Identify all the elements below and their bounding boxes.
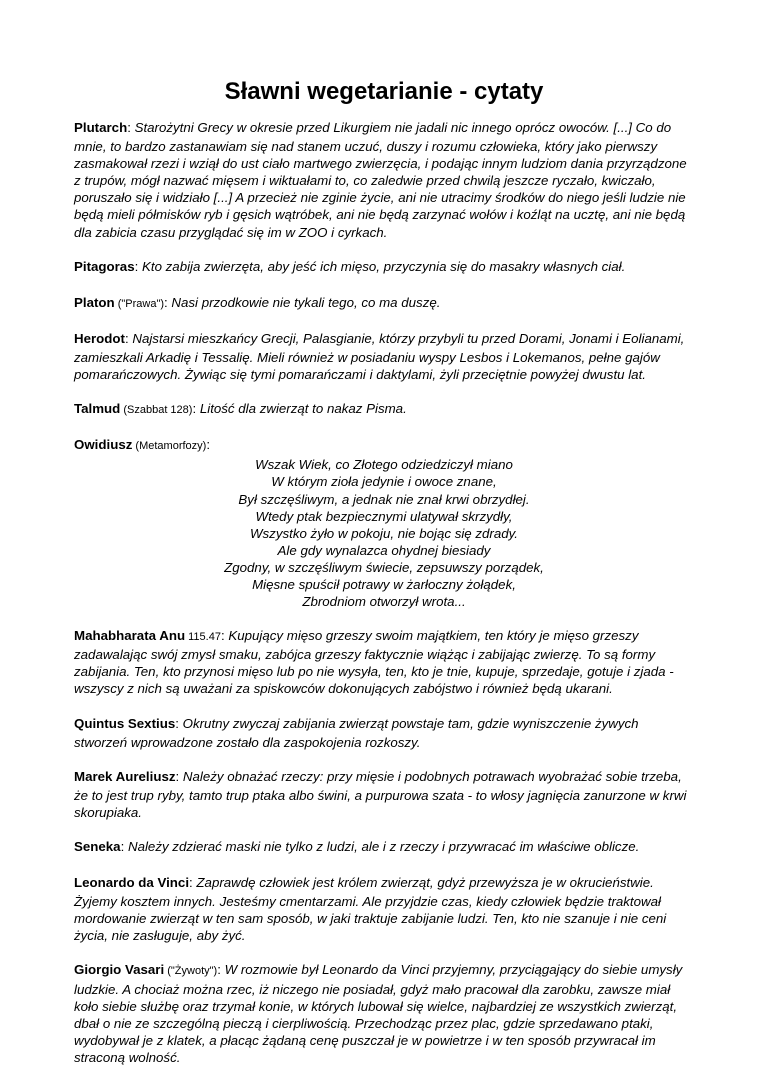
- quote-author: Pitagoras: [74, 258, 135, 274]
- quote-text: Kto zabija zwierzęta, aby jeść ich mięso, przyczynia się do masakry własnych ciał.: [142, 258, 626, 274]
- quote-entry-mahabharata: [74, 627, 694, 697]
- quote-source: ("Prawa"): [114, 297, 165, 310]
- quote-entry-platon: [74, 294, 694, 313]
- quote-author: Talmud: [74, 401, 121, 417]
- quote-entry-herodot: [74, 330, 694, 383]
- quote-author: Platon: [74, 294, 115, 310]
- quote-text: Nasi przodkowie nie tykali tego, co ma duszę.: [171, 294, 441, 310]
- quote-source: (Szabbat 128): [120, 404, 193, 417]
- quote-separator: :: [175, 768, 183, 784]
- poem-block: [74, 456, 694, 610]
- quote-text: Należy zdzierać maski nie tylko z ludzi, ale i z rzeczy i przywracać im właściwe oblicze.: [127, 839, 640, 854]
- poem-line: Wtedy ptak bezpiecznymi ulatywał skrzydły,: [255, 508, 513, 524]
- quote-separator: :: [120, 839, 128, 854]
- quote-author: Owidiusz: [74, 437, 133, 453]
- quote-text: W rozmowie był Leonardo da Vinci przyjemny, przyciągający do siebie umysły ludzkie. A chociaż można rzec, iż niczego nie posiadał, gdyż mało pracował dla zarobku, zawsze miał koło siebie służbę oraz trzymał konie, w których lubował się wielce, najbardziej ze wszystkich zwierząt, dbał o nie ze szczególną pieczą i cierpliwością. Przechodząc przez plac, gdzie sprzedawano ptaki, wydobywał je z klatek, a płacąc żądaną cenę puszczał je w powietrze i w ten sposób przywracał im straconą wolność.: [74, 962, 683, 1065]
- quote-entry-seneka: [74, 838, 694, 857]
- quote-separator: :: [192, 401, 200, 417]
- quote-text: Najstarsi mieszkańcy Grecji, Palasgianie, którzy przybyli tu przed Dorami, Jonami i Eolianami, zamieszkali Arkadię i Tessalię. Mieli również w posiadaniu wyspy Lesbos i Lokemanos, pełne gajów pomarańczowych. Żywiąc się tymi pomarańczami i daktylami, żyli przeciętnie powyżej dwustu lat.: [74, 330, 685, 383]
- quote-separator: :: [189, 875, 197, 891]
- quote-text: Starożytni Grecy w okresie przed Likurgiem nie jadali nic innego oprócz owoców. [...] Co do mnie, to bardzo zastanawiam się nad stanem uczuć, duszy i rozumu człowieka, który jako pierwszy zasmakował rzezi i wziął do ust ciało martwego zwierzęcia, i podając innym ludziom dania przyrządzone z trupów, mógł nazwać mięsem i wiktuałami to, co zaledwie przed chwilą jeszcze ryczało, kwiczało, poruszało się i widziało [...] A przecież nie zginie życie, ani nie utracimy środków do niego jeśli ludzie nie będą mieli półmisków ryb i gęsich wątróbek, ani nie będą zarzynać wołów i koźląt na ucztę, ani nie będą dla zabicia czasu przyglądać się im w ZOO i cyrkach.: [74, 120, 687, 240]
- quote-entry-quintus-sextius: [74, 715, 694, 751]
- quote-separator: :: [134, 258, 142, 274]
- quote-author: Plutarch: [74, 120, 128, 135]
- quote-separator: :: [206, 437, 211, 453]
- poem-line: Był szczęśliwym, a jednak nie znał krwi obrzydłej.: [238, 491, 530, 507]
- quote-entry-vasari: [74, 961, 694, 1066]
- quote-entry-owidiusz: [74, 436, 694, 610]
- quote-author: Giorgio Vasari: [74, 962, 165, 978]
- quote-text: Zaprawdę człowiek jest królem zwierząt, gdyż przewyższa je w okrucieństwie. Żyjemy kosztem innych. Jesteśmy cmentarzami. Ale przyjdzie czas, kiedy człowiek będzie traktował mordowanie zwierząt w ten sam sposób, w jaki traktuje zabijanie ludzi. Ten, kto nie szanuje i nie ceni życia, nie zasługuje, aby żyć.: [74, 875, 667, 944]
- poem-line: Zbrodniom otworzył wrota...: [302, 594, 466, 610]
- poem-line: Mięsne spuścił potrawy w żarłoczny żołądek,: [252, 576, 516, 592]
- quote-separator: :: [164, 294, 172, 310]
- quote-author: Leonardo da Vinci: [74, 875, 190, 891]
- document-title: Sławni wegetarianie - cytaty: [224, 78, 544, 105]
- quote-text: Litość dla zwierząt to nakaz Pisma.: [199, 401, 407, 417]
- quote-author: Quintus Sextius: [74, 715, 176, 731]
- quote-entry-plutarch: [74, 119, 694, 241]
- quote-separator: :: [127, 120, 135, 135]
- quote-entry-marek-aureliusz: [74, 768, 694, 821]
- quote-separator: :: [220, 628, 229, 644]
- quote-entry-pitagoras: [74, 258, 694, 277]
- poem-line: Ale gdy wynalazca ohydnej biesiady: [277, 542, 491, 558]
- quote-separator: :: [175, 715, 183, 731]
- poem-line: W którym zioła jedynie i owoce znane,: [271, 474, 497, 490]
- quote-author: Marek Aureliusz: [74, 768, 176, 784]
- quote-entry-leonardo: [74, 874, 694, 944]
- quote-source: 115.47: [185, 631, 221, 644]
- poem-line: Zgodny, w szczęśliwym świecie, zepsuwszy porządek,: [224, 559, 544, 575]
- quote-text: Okrutny zwyczaj zabijania zwierząt powstaje tam, gdzie wyniszczenie żywych stworzeń wprowadzone zostało dla zaspokojenia rozkoszy.: [74, 715, 639, 750]
- quote-text: Należy obnażać rzeczy: przy mięsie i podobnych potrawach wyobrażać sobie trzeba, że to jest trup ryby, tamto trup ptaka albo świni, a purpurowa szata - to włosy jagnięcia zanurzone w krwi skorupiaka.: [74, 768, 687, 820]
- quote-header: [74, 436, 694, 455]
- poem-line: Wszak Wiek, co Złotego odziedziczył miano: [255, 457, 513, 473]
- quote-author: Seneka: [74, 839, 121, 854]
- quote-source: (Metamorfozy): [132, 440, 207, 453]
- quote-author: Mahabharata Anu: [74, 628, 186, 644]
- quote-entry-talmud: [74, 400, 694, 419]
- quote-separator: :: [217, 962, 225, 978]
- quote-author: Herodot: [74, 330, 125, 346]
- quote-text: Kupujący mięso grzeszy swoim majątkiem, ten który je mięso grzeszy zadawalając swój zmysł smaku, zabójca grzeszy faktycznie wiążąc i zabijając zwierzę. To są formy zabijania. Ten, kto przynosi mięso lub po nie wysyła, ten, kto je tnie, kupuje, sprzedaje, gotuje i zjada - wszyscy z nich są uważani za spiskowców dokonujących zabójstwo i również będą ukarani.: [74, 628, 674, 697]
- quote-source: ("Żywoty"): [164, 965, 218, 978]
- quote-separator: :: [124, 330, 133, 346]
- poem-line: Wszystko żyło w pokoju, nie bojąc się zdrady.: [249, 525, 518, 541]
